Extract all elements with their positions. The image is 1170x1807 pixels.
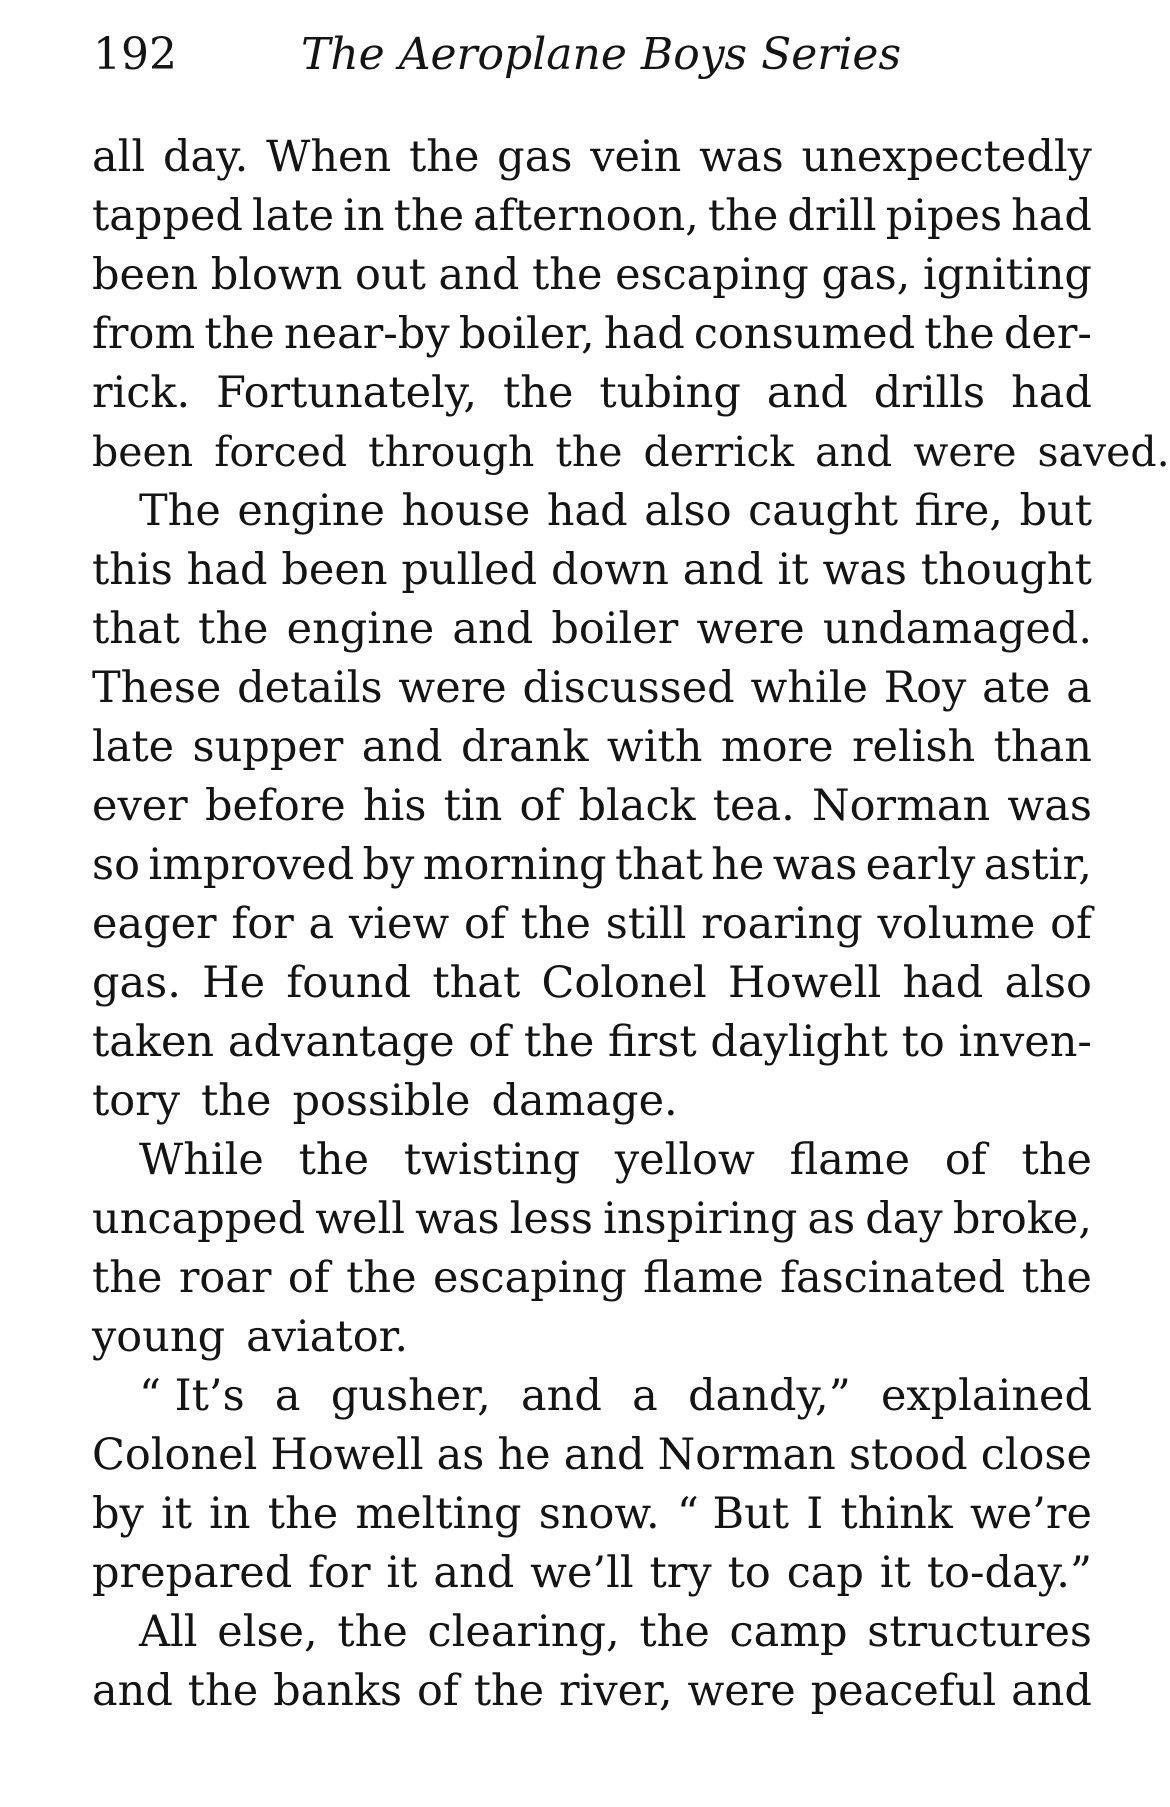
- word: the: [298, 1135, 370, 1185]
- word: think: [840, 1489, 953, 1539]
- word: the: [473, 1666, 545, 1716]
- word: and: [433, 1548, 515, 1598]
- word: Fortunately,: [216, 368, 478, 418]
- word: the: [1021, 1253, 1092, 1303]
- word: flame: [643, 1253, 764, 1303]
- word: had: [603, 309, 685, 359]
- text-line: [92, 1426, 1092, 1485]
- word: daylight: [710, 1017, 888, 1067]
- word: we’re: [970, 1489, 1092, 1539]
- word: stood: [848, 1430, 968, 1480]
- word: the: [1021, 1135, 1092, 1185]
- word: been: [92, 428, 194, 476]
- body-text: [92, 128, 1170, 1721]
- word: the: [346, 1253, 417, 1303]
- word: a: [632, 1371, 658, 1421]
- word: and: [563, 1430, 645, 1480]
- word: day.: [162, 132, 249, 182]
- word: the: [201, 1076, 272, 1126]
- word: still: [605, 899, 687, 949]
- word: this: [92, 545, 173, 595]
- word: the: [393, 191, 465, 241]
- word: tin: [443, 781, 503, 831]
- word: engine: [237, 486, 385, 536]
- text-line: [92, 423, 1170, 482]
- word: young: [92, 1312, 226, 1362]
- word: of: [468, 1017, 511, 1067]
- word: undamaged.: [822, 604, 1092, 654]
- word: it: [160, 1489, 193, 1539]
- word: gas.: [92, 958, 181, 1008]
- word: gusher,: [330, 1371, 491, 1421]
- word: ate: [982, 663, 1051, 713]
- word: it: [386, 1548, 418, 1598]
- word: escaping: [432, 1253, 627, 1303]
- word: tapped: [92, 191, 243, 241]
- text-line: [92, 1013, 1092, 1072]
- word: All: [139, 1607, 198, 1657]
- word: also: [644, 486, 732, 536]
- word: had: [186, 545, 268, 595]
- text-line: [92, 1485, 1092, 1544]
- word: well: [315, 1194, 405, 1244]
- text-line: [92, 1308, 1092, 1367]
- word: structures: [867, 1607, 1092, 1657]
- word: and: [521, 1371, 602, 1421]
- word: was: [415, 1194, 500, 1244]
- word: The: [139, 486, 221, 536]
- word: of: [464, 899, 506, 949]
- word: of: [416, 1666, 459, 1716]
- word: had: [902, 958, 984, 1008]
- word: of: [287, 1253, 330, 1303]
- word: the: [198, 604, 269, 654]
- word: were: [398, 663, 507, 713]
- word: roar: [178, 1253, 272, 1303]
- word: blown: [210, 250, 343, 300]
- word: through: [368, 428, 535, 476]
- word: with: [606, 722, 703, 772]
- word: it: [777, 545, 809, 595]
- word: of: [519, 781, 562, 831]
- text-line: [92, 1072, 1092, 1131]
- word: black: [578, 781, 696, 831]
- word: Roy: [883, 663, 967, 713]
- word: drills: [873, 368, 986, 418]
- word: he: [711, 840, 765, 890]
- word: first: [608, 1017, 697, 1067]
- word: inven-: [958, 1017, 1092, 1067]
- word: afternoon,: [473, 191, 699, 241]
- word: for: [231, 899, 294, 949]
- word: by: [92, 1489, 144, 1539]
- word: to: [901, 1017, 945, 1067]
- word: He: [202, 958, 266, 1008]
- word: and: [92, 1666, 173, 1716]
- word: was: [772, 840, 858, 890]
- text-line: [92, 1367, 1092, 1426]
- word: unexpectedly: [801, 132, 1092, 182]
- word: before: [204, 781, 346, 831]
- word: a: [1066, 663, 1092, 713]
- word: aviator.: [246, 1312, 409, 1362]
- running-title: The Aeroplane Boys Series: [300, 29, 902, 80]
- word: the: [520, 899, 591, 949]
- word: fire,: [914, 486, 1003, 536]
- word: volume: [877, 899, 1036, 949]
- word: twisting: [403, 1135, 581, 1185]
- text-line: [92, 1603, 1092, 1662]
- word: down: [550, 545, 669, 595]
- word: view: [348, 899, 450, 949]
- word: as: [807, 1194, 856, 1244]
- word: camp: [729, 1607, 848, 1657]
- word: for: [308, 1548, 371, 1598]
- word: in: [209, 1489, 251, 1539]
- word: had: [1011, 368, 1092, 418]
- word: derrick: [643, 428, 795, 476]
- word: dandy,”: [688, 1371, 851, 1421]
- word: I: [806, 1489, 824, 1539]
- word: details: [237, 663, 383, 713]
- word: his: [362, 781, 427, 831]
- word: damage.: [491, 1076, 678, 1126]
- word: so: [92, 840, 140, 890]
- word: else,: [217, 1607, 318, 1657]
- word: tory: [92, 1076, 181, 1126]
- text-line: [92, 895, 1092, 954]
- word: Howell: [728, 958, 882, 1008]
- word: gas: [497, 132, 573, 182]
- page-number: 192: [93, 29, 177, 80]
- word: a: [274, 1371, 301, 1421]
- text-line: [92, 659, 1092, 718]
- word: but: [1019, 486, 1092, 536]
- word: melting: [355, 1489, 522, 1539]
- word: late: [92, 722, 175, 772]
- word: of: [944, 1135, 987, 1185]
- text-line: [92, 1249, 1092, 1308]
- word: the: [337, 1607, 408, 1657]
- text-line: [92, 482, 1092, 541]
- word: taken: [92, 1017, 215, 1067]
- word: the: [555, 428, 623, 476]
- word: yellow: [614, 1135, 755, 1185]
- word: the: [503, 368, 574, 418]
- word: pulled: [401, 545, 538, 595]
- word: boiler: [551, 604, 679, 654]
- word: forced: [214, 428, 348, 476]
- word: supper: [192, 722, 344, 772]
- word: and: [438, 250, 520, 300]
- word: it: [879, 1548, 911, 1598]
- word: cap: [786, 1548, 864, 1598]
- word: found: [286, 958, 412, 1008]
- word: was: [699, 132, 784, 182]
- word: the: [267, 1489, 339, 1539]
- word: that: [92, 604, 180, 654]
- text-line: [92, 718, 1092, 777]
- word: astir,: [983, 840, 1092, 890]
- word: prepared: [92, 1548, 293, 1598]
- word: that: [432, 958, 521, 1008]
- text-line: [92, 1131, 1092, 1190]
- word: the: [187, 1666, 259, 1716]
- word: a: [308, 899, 335, 949]
- text-line: [92, 836, 1092, 895]
- word: out: [355, 250, 426, 300]
- text-line: [92, 364, 1092, 423]
- word: by: [362, 840, 415, 890]
- word: house: [401, 486, 531, 536]
- word: ever: [92, 781, 188, 831]
- word: igniting: [922, 250, 1092, 300]
- text-line: [92, 954, 1092, 1013]
- word: had: [1011, 191, 1092, 241]
- word: Colonel: [92, 1430, 258, 1480]
- word: was: [822, 545, 907, 595]
- word: the: [408, 132, 480, 182]
- word: tubing: [599, 368, 741, 418]
- word: engine: [286, 604, 435, 654]
- text-line: [92, 187, 1092, 246]
- word: consumed: [693, 309, 916, 359]
- text-line: [92, 246, 1092, 305]
- word: and: [361, 722, 443, 772]
- text-line: [92, 128, 1092, 187]
- word: peaceful: [810, 1666, 997, 1716]
- text-line: [92, 541, 1092, 600]
- word: he: [497, 1430, 551, 1480]
- word: flame: [789, 1135, 911, 1185]
- word: of: [1050, 899, 1092, 949]
- word: uncapped: [92, 1194, 306, 1244]
- word: were: [913, 428, 1017, 476]
- word: gas,: [821, 250, 911, 300]
- word: boiler,: [458, 309, 595, 359]
- word: saved.: [1037, 428, 1170, 476]
- text-line: [92, 305, 1092, 364]
- word: banks: [273, 1666, 403, 1716]
- word: been: [281, 545, 388, 595]
- word: explained: [880, 1371, 1092, 1421]
- running-head: [93, 22, 1093, 88]
- word: and: [682, 545, 764, 595]
- word: tea.: [712, 781, 795, 831]
- word: late: [252, 191, 335, 241]
- word: vein: [590, 132, 682, 182]
- word: and: [766, 368, 848, 418]
- word: drank: [461, 722, 589, 772]
- word: roaring: [701, 899, 863, 949]
- word: and: [1011, 1666, 1092, 1716]
- word: we’ll: [530, 1548, 634, 1598]
- text-line: [92, 1662, 1092, 1721]
- word: were: [696, 604, 805, 654]
- word: that: [614, 840, 703, 890]
- word: to-day.”: [926, 1548, 1092, 1598]
- word: the: [924, 309, 995, 359]
- word: been: [92, 250, 199, 300]
- word: and: [452, 604, 534, 654]
- word: the: [92, 1253, 163, 1303]
- text-line: [92, 1544, 1092, 1603]
- word: had: [546, 486, 628, 536]
- word: advantage: [227, 1017, 455, 1067]
- word: than: [993, 722, 1092, 772]
- word: all: [92, 132, 146, 182]
- word: close: [980, 1430, 1092, 1480]
- word: in: [343, 191, 385, 241]
- word: try: [649, 1548, 712, 1598]
- word: to: [727, 1548, 771, 1598]
- word: caught: [748, 486, 899, 536]
- word: These: [92, 663, 222, 713]
- word: der-: [1003, 309, 1092, 359]
- word: thought: [920, 545, 1092, 595]
- word: rick.: [92, 368, 191, 418]
- text-line: [92, 600, 1092, 659]
- word: “ It’s: [139, 1371, 245, 1421]
- word: inspiring: [603, 1194, 798, 1244]
- word: Colonel: [541, 958, 707, 1008]
- word: river,: [559, 1666, 673, 1716]
- word: the: [639, 1607, 710, 1657]
- word: early: [865, 840, 976, 890]
- word: Howell: [270, 1430, 424, 1480]
- word: more: [720, 722, 834, 772]
- word: When: [266, 132, 392, 182]
- word: While: [139, 1135, 264, 1185]
- word: snow.: [538, 1489, 660, 1539]
- word: and: [815, 428, 893, 476]
- word: Norman: [657, 1430, 836, 1480]
- word: escaping: [615, 250, 809, 300]
- word: clearing,: [427, 1607, 620, 1657]
- word: the: [204, 309, 275, 359]
- word: discussed: [522, 663, 735, 713]
- word: was: [1007, 781, 1092, 831]
- word: possible: [292, 1076, 471, 1126]
- word: near-by: [283, 309, 450, 359]
- word: relish: [851, 722, 976, 772]
- word: the: [532, 250, 603, 300]
- word: from: [92, 309, 196, 359]
- word: as: [436, 1430, 485, 1480]
- word: improved: [148, 840, 355, 890]
- word: eager: [92, 899, 217, 949]
- word: were: [687, 1666, 796, 1716]
- text-line: [92, 777, 1092, 836]
- word: while: [750, 663, 868, 713]
- word: morning: [422, 840, 607, 890]
- word: broke,: [952, 1194, 1092, 1244]
- word: pipes: [885, 191, 1003, 241]
- text-line: [92, 1190, 1092, 1249]
- word: less: [509, 1194, 593, 1244]
- word: day: [865, 1194, 943, 1244]
- word: also: [1004, 958, 1092, 1008]
- word: “ But: [676, 1489, 790, 1539]
- word: fascinated: [780, 1253, 1006, 1303]
- word: drill: [787, 191, 877, 241]
- word: Norman: [812, 781, 991, 831]
- word: the: [707, 191, 779, 241]
- word: the: [523, 1017, 595, 1067]
